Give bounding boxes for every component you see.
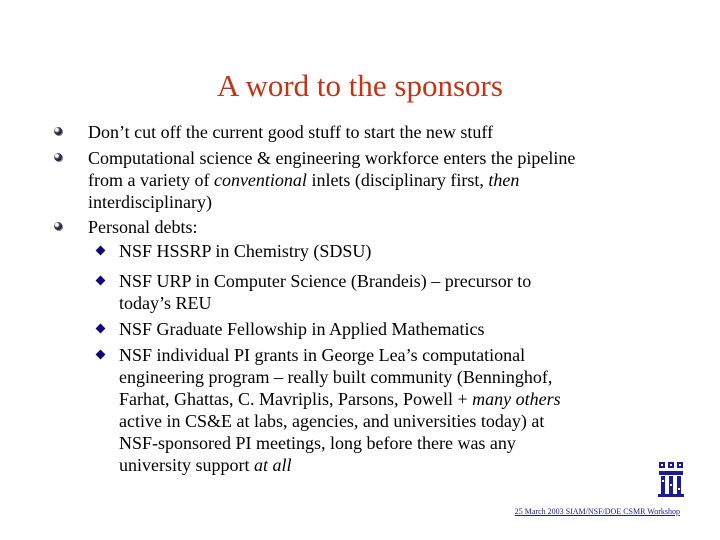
bullet-item bbox=[88, 147, 575, 213]
diamond-bullet-icon bbox=[96, 324, 106, 334]
subbullet-item bbox=[119, 240, 371, 262]
subbullet-text: NSF individual PI grants in George Lea’s computational bbox=[119, 345, 526, 365]
bullet-dot-icon bbox=[54, 127, 62, 135]
subbullet-text: NSF HSSRP in Chemistry (SDSU) bbox=[119, 241, 372, 261]
diamond-bullet-icon bbox=[96, 350, 106, 360]
diamond-bullet-icon bbox=[96, 276, 106, 286]
bullet-text: Personal debts: bbox=[88, 217, 198, 237]
bullet-dot-icon bbox=[54, 153, 62, 161]
bullet-text: Computational science & engineering workforce enters the pipeline bbox=[88, 148, 576, 168]
bullet-item bbox=[88, 216, 198, 238]
bullet-text: interdisciplinary) bbox=[88, 192, 212, 212]
bullet-text: Don’t cut off the current good stuff to start the new stuff bbox=[88, 122, 494, 142]
institution-logo-icon bbox=[657, 460, 685, 498]
subbullet-text: Farhat, Ghattas, C. Mavriplis, Parsons, Powell + many others bbox=[119, 389, 561, 409]
subbullet-text: NSF Graduate Fellowship in Applied Mathematics bbox=[119, 319, 485, 339]
subbullet-item bbox=[119, 270, 531, 314]
footer-caption: 25 March 2003 SIAM/NSF/DOE CSMR Workshop bbox=[514, 507, 680, 516]
subbullet-text: university support at all bbox=[119, 455, 292, 475]
subbullet-text: engineering program – really built community (Benninghof, bbox=[119, 367, 553, 387]
slide-title: A word to the sponsors bbox=[217, 68, 503, 103]
subbullet-item bbox=[119, 344, 561, 476]
subbullet-item bbox=[119, 318, 484, 340]
subbullet-text: active in CS&E at labs, agencies, and universities today) at bbox=[119, 411, 545, 431]
bullet-item bbox=[88, 121, 493, 143]
subbullet-text: NSF-sponsored PI meetings, long before there was any bbox=[119, 433, 516, 453]
subbullet-text: NSF URP in Computer Science (Brandeis) – precursor to bbox=[119, 271, 532, 291]
diamond-bullet-icon bbox=[96, 246, 106, 256]
bullet-text: from a variety of conventional inlets (disciplinary first, then bbox=[88, 170, 520, 190]
subbullet-text: today’s REU bbox=[119, 293, 212, 313]
bullet-dot-icon bbox=[54, 222, 62, 230]
